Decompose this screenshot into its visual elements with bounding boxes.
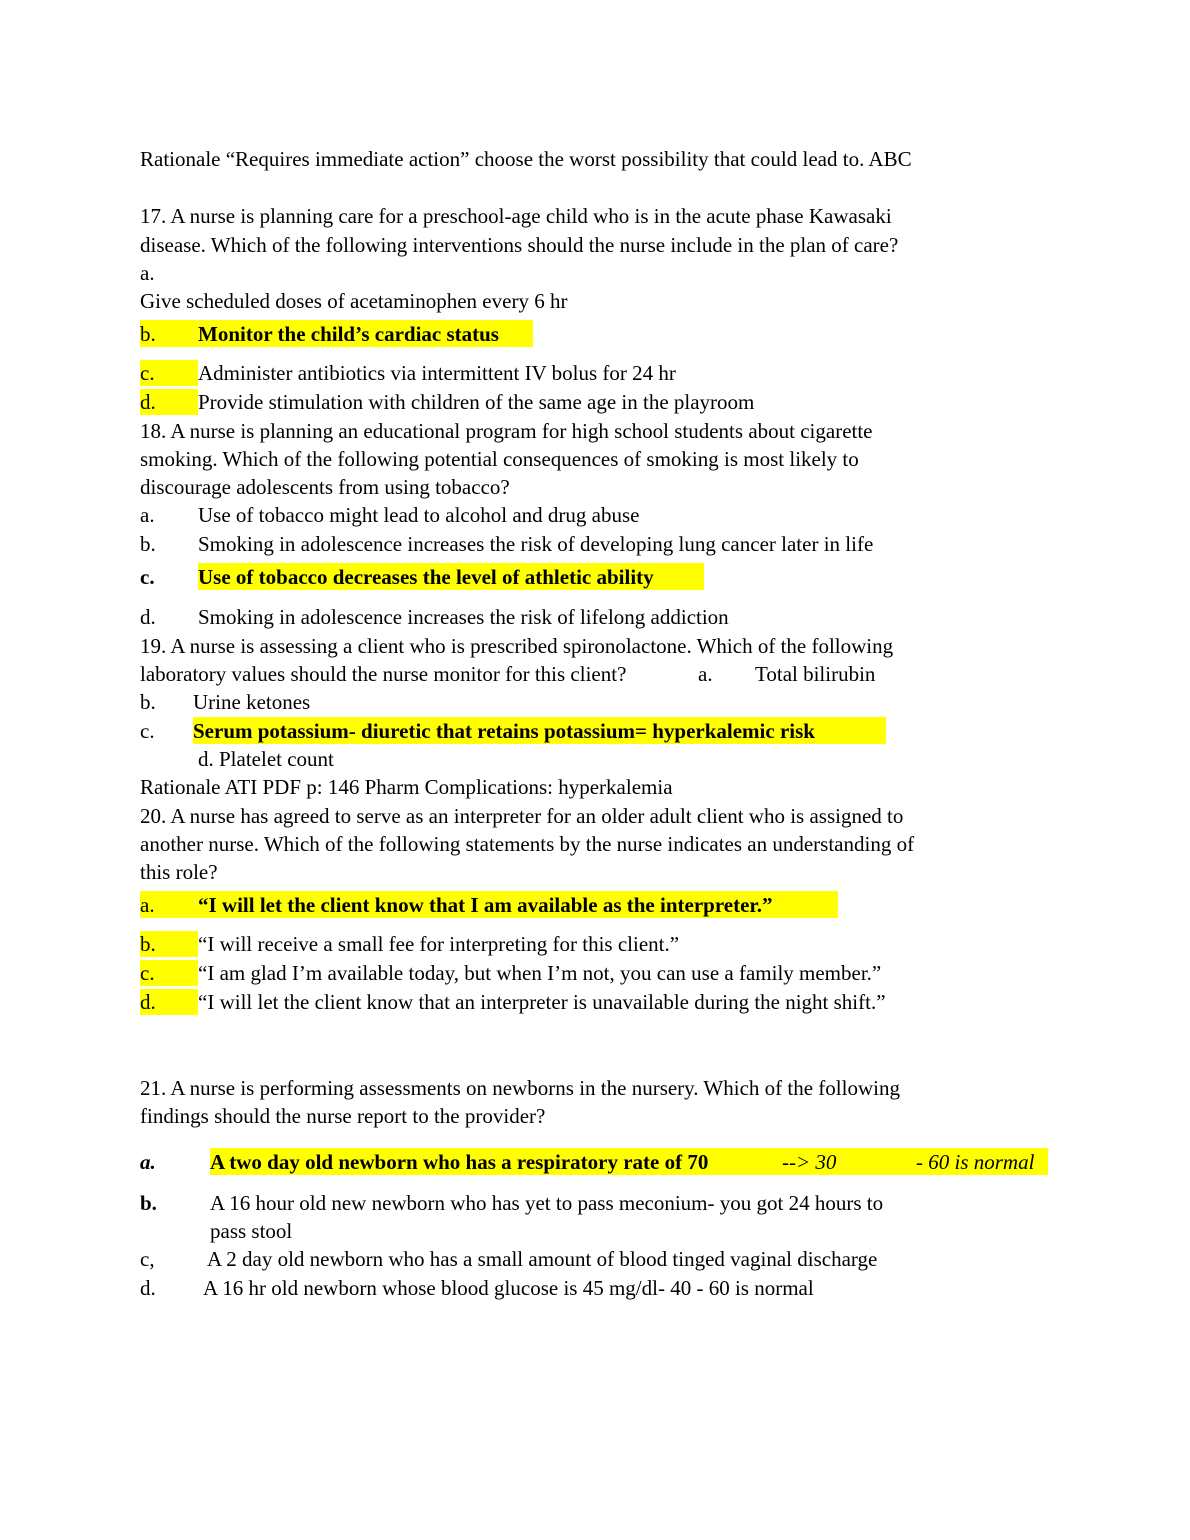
rationale-top: Rationale “Requires immediate action” choose the worst possibility that could lead to. ABC: [140, 147, 912, 171]
q18-option-c-text: Use of tobacco decreases the level of athletic ability: [198, 565, 654, 589]
q17-option-a-text: Give scheduled doses of acetaminophen every 6 hr: [140, 289, 568, 313]
q20-option-c-label: c.: [140, 961, 155, 985]
q21-stem-line2: findings should the nurse report to the provider?: [140, 1104, 546, 1128]
q17-option-b-text: Monitor the child’s cardiac status: [198, 322, 499, 346]
q21-stem-line1: 21. A nurse is performing assessments on newborns in the nursery. Which of the following: [140, 1076, 900, 1100]
q19-option-b-text: Urine ketones: [193, 690, 311, 714]
q20-option-b-label: b.: [140, 932, 156, 956]
q18-stem-line1: 18. A nurse is planning an educational program for high school students about cigarette: [140, 419, 873, 443]
q17-option-c-label: c.: [140, 361, 155, 385]
q19-option-c-label: c.: [140, 719, 155, 743]
q18-option-d-label: d.: [140, 605, 156, 629]
q18-option-a-text: Use of tobacco might lead to alcohol and drug abuse: [198, 503, 640, 527]
q17-option-c-text: Administer antibiotics via intermittent IV bolus for 24 hr: [198, 361, 676, 385]
q21-option-c-label: c,: [140, 1247, 155, 1271]
q17-option-d-text: Provide stimulation with children of the same age in the playroom: [198, 390, 755, 414]
q19-option-d-text: d. Platelet count: [198, 747, 334, 771]
q21-option-b-label: b.: [140, 1191, 157, 1215]
q20-stem-line3: this role?: [140, 860, 218, 884]
q21-option-b-text-line2: pass stool: [210, 1219, 293, 1243]
q21-option-a-text: A two day old newborn who has a respiratory rate of 70: [210, 1150, 709, 1174]
q18-stem-line2: smoking. Which of the following potential consequences of smoking is most likely to: [140, 447, 859, 471]
q18-option-c-label: c.: [140, 565, 155, 589]
q20-option-d-text: “I will let the client know that an interpreter is unavailable during the night shift.”: [198, 990, 886, 1014]
q20-option-d-label: d.: [140, 990, 156, 1014]
q18-option-b-label: b.: [140, 532, 156, 556]
q18-option-d-text: Smoking in adolescence increases the risk of lifelong addiction: [198, 605, 729, 629]
q19-option-b-label: b.: [140, 690, 156, 714]
q21-option-a-label: a.: [140, 1150, 156, 1174]
q20-option-a-label: a.: [140, 893, 155, 917]
q21-option-b-text-line1: A 16 hour old new newborn who has yet to pass meconium- you got 24 hours to: [210, 1191, 884, 1215]
q19-option-c-text: Serum potassium- diuretic that retains potassium= hyperkalemic risk: [193, 719, 815, 743]
q21-option-a-note2: - 60 is normal: [916, 1150, 1035, 1174]
q18-option-a-label: a.: [140, 503, 155, 527]
q21-option-c-text: A 2 day old newborn who has a small amount of blood tinged vaginal discharge: [207, 1247, 878, 1271]
q17-stem-line1: 17. A nurse is planning care for a preschool-age child who is in the acute phase Kawasaki: [140, 204, 892, 228]
q21-option-d-text: A 16 hr old newborn whose blood glucose is 45 mg/dl- 40 - 60 is normal: [203, 1276, 814, 1300]
q21-option-d-label: d.: [140, 1276, 156, 1300]
q19-option-a-text: Total bilirubin: [755, 662, 876, 686]
q19-stem-line1: 19. A nurse is assessing a client who is prescribed spironolactone. Which of the following: [140, 634, 894, 658]
q19-option-a-label: a.: [698, 662, 713, 686]
q18-stem-line3: discourage adolescents from using tobacco?: [140, 475, 510, 499]
q20-stem-line2: another nurse. Which of the following statements by the nurse indicates an understanding of: [140, 832, 915, 856]
q20-option-a-text: “I will let the client know that I am available as the interpreter.”: [198, 893, 773, 917]
q20-option-b-text: “I will receive a small fee for interpreting for this client.”: [198, 932, 680, 956]
q21-option-a-note1: --> 30: [782, 1150, 837, 1174]
q19-stem-line2: laboratory values should the nurse monitor for this client?: [140, 662, 627, 686]
q17-option-a-label: a.: [140, 261, 155, 285]
q17-option-b-label: b.: [140, 322, 156, 346]
q20-option-c-text: “I am glad I’m available today, but when I’m not, you can use a family member.”: [198, 961, 882, 985]
q18-option-b-text: Smoking in adolescence increases the risk of developing lung cancer later in life: [198, 532, 874, 556]
q17-option-d-label: d.: [140, 390, 156, 414]
q20-stem-line1: 20. A nurse has agreed to serve as an interpreter for an older adult client who is assigned to: [140, 804, 904, 828]
q19-rationale: Rationale ATI PDF p: 146 Pharm Complications: hyperkalemia: [140, 775, 673, 799]
q17-stem-line2: disease. Which of the following interventions should the nurse include in the plan of care?: [140, 233, 899, 257]
